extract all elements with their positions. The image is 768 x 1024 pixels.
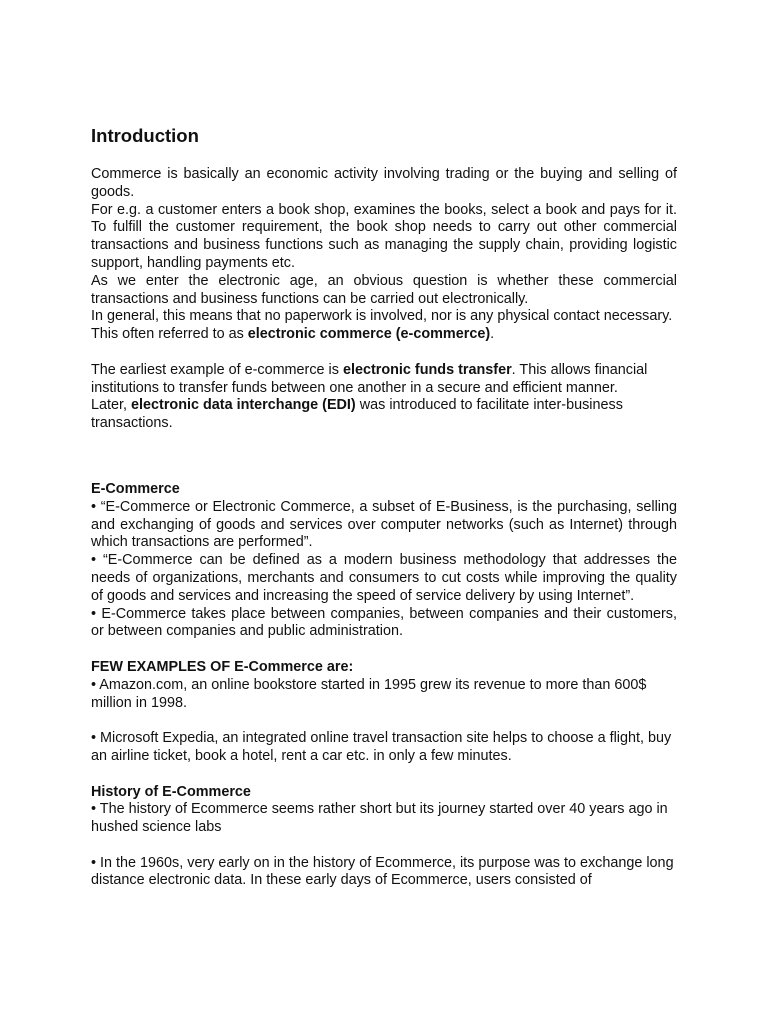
intro-paragraph-1: Commerce is basically an economic activity involving trading or the buying and selling of goods. (91, 166, 677, 200)
eft-term: electronic funds transfer (342, 361, 512, 378)
intro-paragraph-6-text: The earliest example of e-commerce is (91, 361, 343, 378)
history-bullet: • The history of Ecommerce seems rather short but its journey started over 40 years ago in hushed science labs (91, 801, 668, 836)
history-bullet: • In the 1960s, very early on in the history of Ecommerce, its purpose was to exchange long distance electronic data. In these early days of Ecommerce, users consisted of (91, 854, 674, 889)
intro-paragraph-5-end: . (490, 326, 495, 343)
intro-paragraph-7 (91, 397, 677, 433)
edi-term: electronic data interchange (EDI) (131, 397, 356, 414)
ecommerce-bullet: • “E-Commerce or Electronic Commerce, a subset of E-Business, is the purchasing, selling and exchanging of goods and services over computer networks (such as Internet) through which transactions are performed”. (91, 498, 677, 551)
ecommerce-heading: E-Commerce (91, 480, 180, 497)
intro-paragraph-6 (91, 362, 677, 398)
intro-paragraph-6-rest: . This allows financial institutions to transfer funds between one another in a secure and efficient manner. (91, 361, 648, 396)
history-heading: History of E-Commerce (91, 783, 251, 800)
document-page (91, 124, 677, 890)
examples-heading: FEW EXAMPLES OF E-Commerce are: (91, 658, 354, 675)
intro-paragraph-3: As we enter the electronic age, an obvious question is whether these commercial transactions and business functions can be carried out electronically. (91, 272, 677, 307)
examples-bullet: • Microsoft Expedia, an integrated online travel transaction site helps to choose a flight, buy an airline ticket, book a hotel, rent a car etc. in only a few minutes. (91, 730, 672, 764)
intro-paragraph-5-text: This often referred to as (91, 326, 248, 343)
page-title: Introduction (91, 125, 199, 146)
ecommerce-bullet: • “E-Commerce can be defined as a modern business methodology that addresses the needs of organizations, merchants and consumers to cut costs while improving the quality of goods and services and increasing the speed of service delivery by using Internet”. (91, 552, 677, 604)
intro-paragraph-7-rest: was introduced to facilitate inter-business transactions. (91, 397, 623, 432)
ecommerce-bullet: • E-Commerce takes place between companies, between companies and their customers, or between companies and public administration. (91, 605, 677, 640)
intro-paragraph-4: In general, this means that no paperwork is involved, nor is any physical contact necessary. (91, 308, 673, 325)
intro-paragraph-7-text: Later, (91, 397, 132, 414)
examples-bullet: • Amazon.com, an online bookstore started in 1995 grew its revenue to more than 600$ million in 1998. (91, 676, 647, 711)
ecommerce-term: electronic commerce (e-commerce) (247, 326, 491, 343)
intro-paragraph-2: For e.g. a customer enters a book shop, examines the books, select a book and pays for it. To fulfill the customer requirement, the book shop needs to carry out other commercial transactions and business functions such as managing the supply chain, providing logistic support, handling payments etc. (91, 201, 677, 271)
intro-paragraph-5 (91, 326, 677, 344)
